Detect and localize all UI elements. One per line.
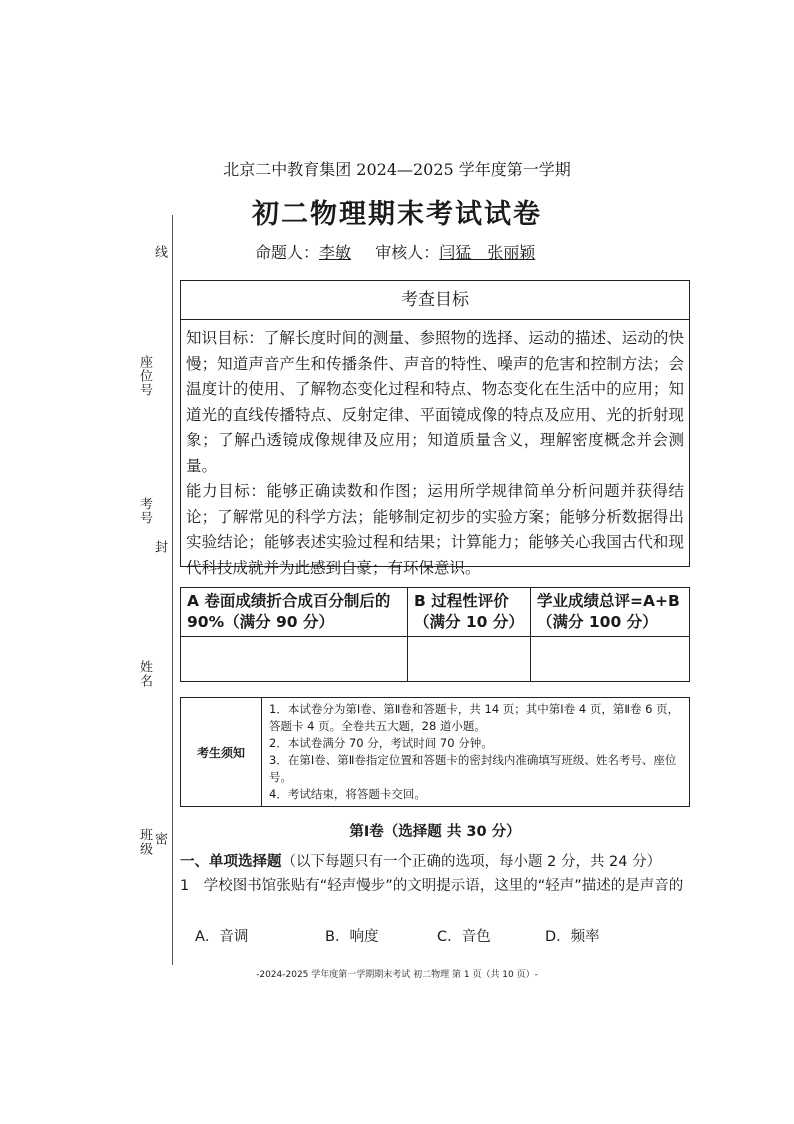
exam-notice [180,697,690,807]
part-heading [180,850,661,871]
binding-line [172,215,173,965]
class-label: 班级 [137,828,152,856]
score-col-total: 学业成绩总评=A+B（满分 100 分） [531,588,690,637]
seat-label: 座位号 [137,355,152,397]
score-col-a: A 卷面成绩折合成百分制后的 90%（满分 90 分） [181,588,408,637]
exam-no-label: 考号 [137,497,152,525]
section-title: 第Ⅰ卷（选择题 共 30 分） [349,824,521,840]
score-cell-total[interactable] [531,637,690,682]
authors-line [255,240,535,263]
author-name: 李敏 [319,243,352,262]
objectives-box [180,280,690,577]
seal-mark: 封 [152,540,167,554]
notice-label: 考生须知 [181,698,262,806]
school-term: 北京二中教育集团 2024—2025 学年度第一学期 [223,160,571,179]
page-footer: -2024-2025 学年度第一学期期末考试 初二物理 第 1 页（共 10 页）- [256,970,538,980]
score-cell-a[interactable] [181,637,408,682]
name-label: 姓名 [137,660,152,688]
part-note: （以下每题只有一个正确的选项，每小题 2 分，共 24 分） [281,854,662,870]
option-a[interactable]: A．音调 [195,929,249,945]
notice-item: 4．考试结束，将答题卡交回。 [269,787,426,801]
notice-item: 1．本试卷分为第Ⅰ卷、第Ⅱ卷和答题卡，共 14 页；其中第Ⅰ卷 4 页，第Ⅱ卷 6 页，答题卡 4 页。全卷共五大题，28 道小题。 [269,702,680,733]
notice-item: 3．在第Ⅰ卷、第Ⅱ卷指定位置和答题卡的密封线内准确填写班级、姓名考号、座位号。 [269,753,677,784]
knowledge-objectives: 知识目标：了解长度时间的测量、参照物的选择、运动的描述、运动的快慢；知道声音产生和传播条件、声音的特性、噪声的危害和控制方法；会温度计的使用、了解物态变化过程和特点、物态变化在生活中的应用；知道光的直线传播特点、反射定律、平面镜成像的特点及应用、光的折射现象；了解凸透镜成像规律及应用；知道质量含义，理解密度概念并会测量。 [186,329,684,475]
option-c[interactable]: C．音色 [437,929,491,945]
score-cell-b[interactable] [408,637,531,682]
option-d[interactable]: D．频率 [545,929,600,945]
score-col-b: B 过程性评价（满分 10 分） [408,588,531,637]
score-table [180,587,690,682]
part-label: 一、单项选择题 [180,854,282,870]
ability-objectives: 能力目标：能够正确读数和作图；运用所学规律简单分析问题并获得结论；了解常见的科学方法；能够制定初步的实验方案；能够分析数据得出实验结论；能够表述实验过程和结果；计算能力；能够关心我国古代和现代科技成就并为此感到自豪；有环保意识。 [186,482,684,577]
author-label: 命题人： [255,243,320,262]
question-1: 1 学校图书馆张贴有“轻声慢步”的文明提示语，这里的“轻声”描述的是声音的 [180,878,684,894]
option-b[interactable]: B．响度 [325,929,379,945]
notice-item: 2．本试卷满分 70 分，考试时间 70 分钟。 [269,736,493,750]
exam-title: 初二物理期末考试试卷 [252,199,542,230]
reviewer-names: 闫猛 张丽颖 [439,243,536,262]
objectives-heading: 考查目标 [181,281,689,320]
binding-line-mark: 线 [152,245,167,259]
reviewer-label: 审核人： [375,243,440,262]
secret-mark: 密 [152,832,167,846]
